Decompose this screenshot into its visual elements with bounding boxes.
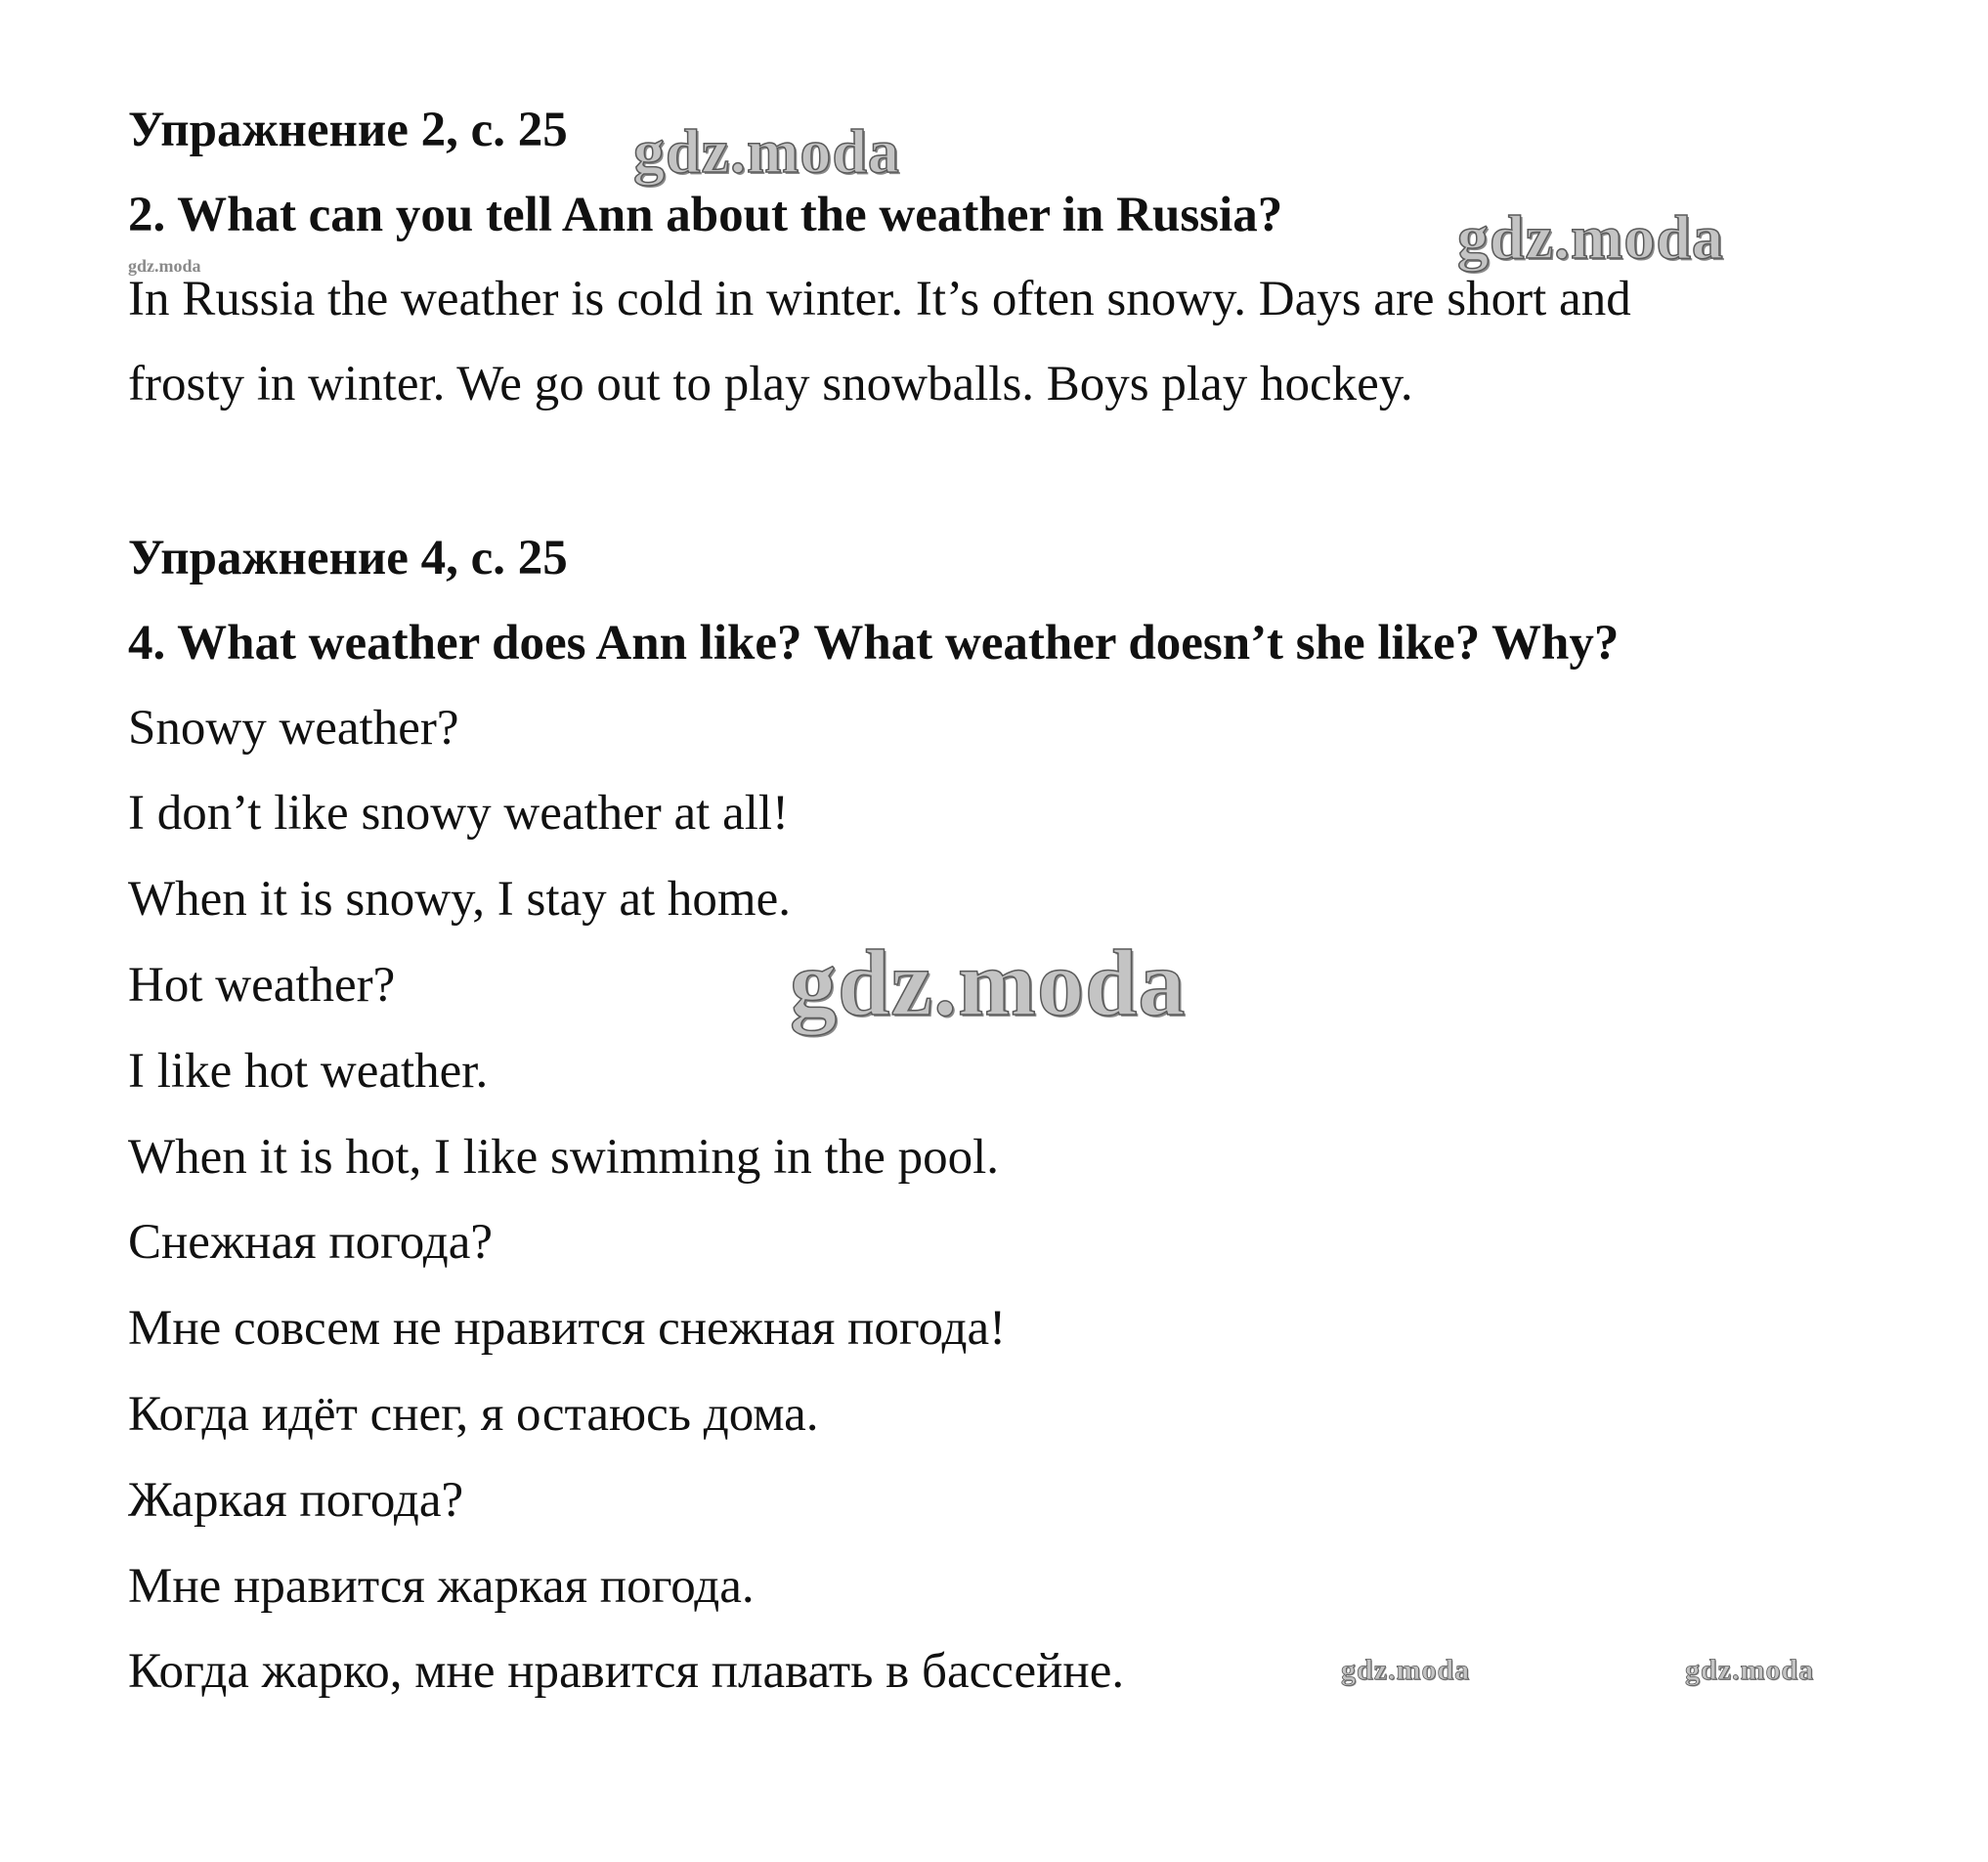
exercise-2-question: 2. What can you tell Ann about the weather in Russia?: [128, 188, 1283, 242]
exercise-2-answer-line: In Russia the weather is cold in winter. It’s often snowy. Days are short and: [128, 272, 1631, 326]
watermark-logo: gdz.moda: [633, 116, 900, 186]
exercise-4-question: 4. What weather does Ann like? What weather doesn’t she like? Why?: [128, 616, 1620, 671]
exercise-4-answer-line: Жаркая погода?: [128, 1473, 464, 1528]
exercise-4-answer-line: I don’t like snowy weather at all!: [128, 786, 790, 841]
watermark-logo: gdz.moda: [1457, 202, 1724, 272]
exercise-4-answer-line: Hot weather?: [128, 958, 396, 1013]
watermark-logo-small: gdz.moda: [128, 256, 201, 276]
exercise-4-answer-line: Мне нравится жаркая погода.: [128, 1559, 755, 1614]
watermark-logo: gdz.moda: [1685, 1654, 1815, 1686]
exercise-4-answer-line: When it is hot, I like swimming in the pool.: [128, 1130, 1000, 1185]
exercise-4-answer-line: Когда жарко, мне нравится плавать в бассейне.: [128, 1644, 1125, 1699]
exercise-4-answer-line: Снежная погода?: [128, 1215, 494, 1270]
exercise-4-answer-line: Мне совсем не нравится снежная погода!: [128, 1301, 1007, 1356]
exercise-4-answer-line: Snowy weather?: [128, 701, 459, 756]
watermark-logo: gdz.moda: [790, 931, 1187, 1035]
exercise-4-answer-line: When it is snowy, I stay at home.: [128, 872, 791, 927]
exercise-4-heading: Упражнение 4, с. 25: [128, 531, 568, 585]
exercise-4-answer-line: Когда идёт снег, я остаюсь дома.: [128, 1387, 819, 1442]
exercise-2-answer-line: frosty in winter. We go out to play snowballs. Boys play hockey.: [128, 357, 1413, 411]
watermark-logo: gdz.moda: [1341, 1654, 1471, 1686]
exercise-2-heading: Упражнение 2, с. 25: [128, 103, 568, 157]
exercise-4-answer-line: I like hot weather.: [128, 1044, 489, 1099]
